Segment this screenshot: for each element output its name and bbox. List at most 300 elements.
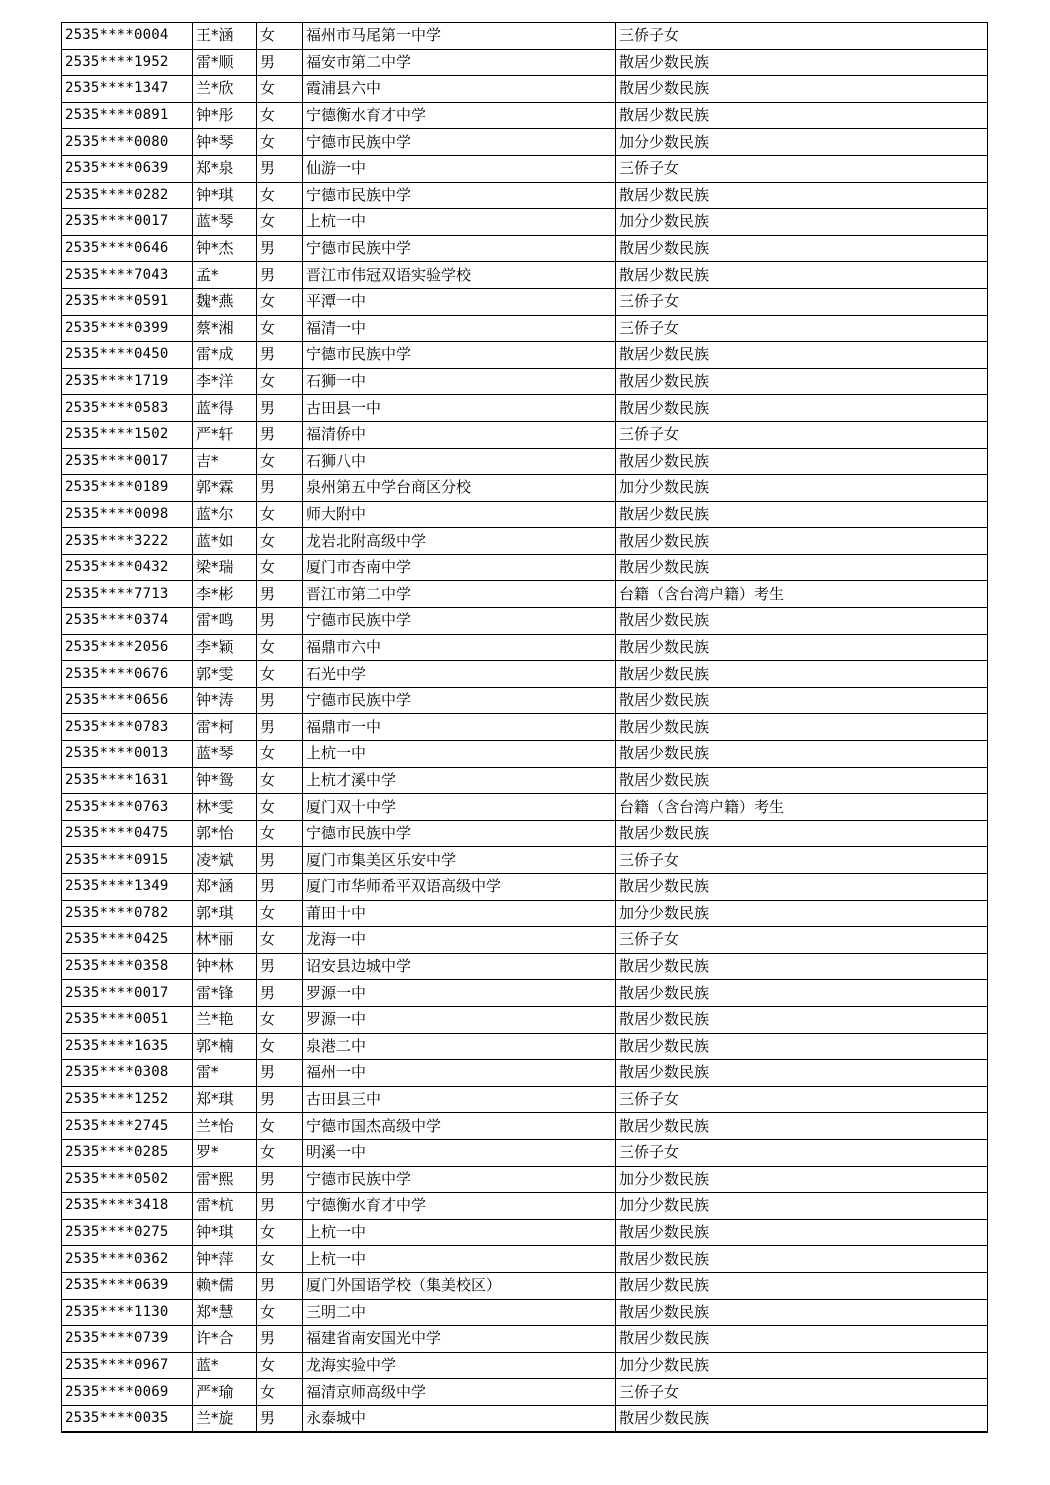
school-cell: 石狮八中 xyxy=(303,448,616,475)
candidate-name-cell: 郭*雯 xyxy=(193,661,257,688)
candidate-name-cell: 李*颖 xyxy=(193,634,257,661)
gender-cell: 男 xyxy=(257,342,303,369)
candidate-name-cell: 雷* xyxy=(193,1060,257,1087)
candidate-id-cell: 2535****2056 xyxy=(62,634,193,661)
candidate-id-cell: 2535****0282 xyxy=(62,182,193,209)
candidate-name-cell: 钟*琴 xyxy=(193,129,257,156)
gender-cell: 男 xyxy=(257,608,303,635)
table-row xyxy=(62,102,988,129)
gender-cell: 女 xyxy=(257,1006,303,1033)
candidate-name-cell: 蔡*湘 xyxy=(193,315,257,342)
candidate-name-cell: 兰*艳 xyxy=(193,1006,257,1033)
category-cell: 加分少数民族 xyxy=(616,1166,988,1193)
candidate-name-cell: 郑*涵 xyxy=(193,874,257,901)
candidate-id-cell: 2535****1631 xyxy=(62,767,193,794)
gender-cell: 女 xyxy=(257,288,303,315)
category-cell: 散居少数民族 xyxy=(616,1246,988,1273)
gender-cell: 女 xyxy=(257,1033,303,1060)
candidate-name-cell: 钟*彤 xyxy=(193,102,257,129)
gender-cell: 男 xyxy=(257,155,303,182)
category-cell: 散居少数民族 xyxy=(616,1326,988,1353)
table-row xyxy=(62,421,988,448)
category-cell: 加分少数民族 xyxy=(616,129,988,156)
category-cell: 散居少数民族 xyxy=(616,395,988,422)
school-cell: 平潭一中 xyxy=(303,288,616,315)
candidate-id-cell: 2535****0739 xyxy=(62,1326,193,1353)
candidate-name-cell: 雷*鸣 xyxy=(193,608,257,635)
school-cell: 宁德市民族中学 xyxy=(303,182,616,209)
table-row xyxy=(62,129,988,156)
table-row xyxy=(62,661,988,688)
candidate-name-cell: 梁*瑞 xyxy=(193,554,257,581)
category-cell: 散居少数民族 xyxy=(616,1219,988,1246)
category-cell: 散居少数民族 xyxy=(616,1272,988,1299)
school-cell: 宁德市国杰高级中学 xyxy=(303,1113,616,1140)
category-cell: 三侨子女 xyxy=(616,315,988,342)
candidate-name-cell: 兰*怡 xyxy=(193,1113,257,1140)
school-cell: 罗源一中 xyxy=(303,1006,616,1033)
school-cell: 永泰城中 xyxy=(303,1405,616,1432)
gender-cell: 男 xyxy=(257,980,303,1007)
table-row xyxy=(62,23,988,50)
school-cell: 宁德衡水育才中学 xyxy=(303,1193,616,1220)
school-cell: 上杭一中 xyxy=(303,741,616,768)
category-cell: 三侨子女 xyxy=(616,927,988,954)
category-cell: 散居少数民族 xyxy=(616,182,988,209)
category-cell: 散居少数民族 xyxy=(616,1405,988,1432)
candidate-id-cell: 2535****0676 xyxy=(62,661,193,688)
gender-cell: 男 xyxy=(257,1060,303,1087)
candidate-name-cell: 雷*柯 xyxy=(193,714,257,741)
school-cell: 宁德市民族中学 xyxy=(303,820,616,847)
school-cell: 福州市马尾第一中学 xyxy=(303,23,616,50)
gender-cell: 女 xyxy=(257,1379,303,1406)
candidate-name-cell: 雷*杭 xyxy=(193,1193,257,1220)
candidate-id-cell: 2535****0275 xyxy=(62,1219,193,1246)
table-row xyxy=(62,235,988,262)
table-row xyxy=(62,1166,988,1193)
candidate-id-cell: 2535****7043 xyxy=(62,262,193,289)
candidate-id-cell: 2535****0013 xyxy=(62,741,193,768)
gender-cell: 女 xyxy=(257,741,303,768)
table-row xyxy=(62,634,988,661)
gender-cell: 男 xyxy=(257,1405,303,1432)
candidate-id-cell: 2535****0069 xyxy=(62,1379,193,1406)
candidate-id-cell: 2535****0358 xyxy=(62,953,193,980)
school-cell: 宁德市民族中学 xyxy=(303,235,616,262)
gender-cell: 女 xyxy=(257,1219,303,1246)
gender-cell: 女 xyxy=(257,528,303,555)
gender-cell: 男 xyxy=(257,1272,303,1299)
gender-cell: 女 xyxy=(257,927,303,954)
table-row xyxy=(62,209,988,236)
table-row xyxy=(62,76,988,103)
candidate-id-cell: 2535****0080 xyxy=(62,129,193,156)
candidate-name-cell: 钟*琪 xyxy=(193,1219,257,1246)
table-row xyxy=(62,368,988,395)
gender-cell: 男 xyxy=(257,953,303,980)
gender-cell: 女 xyxy=(257,634,303,661)
category-cell: 三侨子女 xyxy=(616,1379,988,1406)
candidate-name-cell: 雷*顺 xyxy=(193,49,257,76)
candidate-name-cell: 凌*斌 xyxy=(193,847,257,874)
school-cell: 上杭才溪中学 xyxy=(303,767,616,794)
gender-cell: 女 xyxy=(257,209,303,236)
table-row xyxy=(62,1006,988,1033)
candidate-id-cell: 2535****1252 xyxy=(62,1086,193,1113)
table-row xyxy=(62,475,988,502)
table-row xyxy=(62,687,988,714)
school-cell: 福州一中 xyxy=(303,1060,616,1087)
category-cell: 散居少数民族 xyxy=(616,342,988,369)
school-cell: 福建省南安国光中学 xyxy=(303,1326,616,1353)
school-cell: 宁德市民族中学 xyxy=(303,129,616,156)
table-row xyxy=(62,342,988,369)
category-cell: 散居少数民族 xyxy=(616,1299,988,1326)
category-cell: 散居少数民族 xyxy=(616,1060,988,1087)
gender-cell: 女 xyxy=(257,1299,303,1326)
school-cell: 福鼎市六中 xyxy=(303,634,616,661)
table-row xyxy=(62,554,988,581)
candidate-id-cell: 2535****0425 xyxy=(62,927,193,954)
category-cell: 台籍（含台湾户籍）考生 xyxy=(616,794,988,821)
gender-cell: 女 xyxy=(257,900,303,927)
gender-cell: 女 xyxy=(257,129,303,156)
category-cell: 散居少数民族 xyxy=(616,634,988,661)
category-cell: 散居少数民族 xyxy=(616,49,988,76)
table-row xyxy=(62,741,988,768)
category-cell: 三侨子女 xyxy=(616,1139,988,1166)
candidate-name-cell: 蓝*琴 xyxy=(193,741,257,768)
candidate-id-cell: 2535****0035 xyxy=(62,1405,193,1432)
candidate-name-cell: 许*合 xyxy=(193,1326,257,1353)
table-row xyxy=(62,528,988,555)
candidate-id-cell: 2535****0646 xyxy=(62,235,193,262)
table-row xyxy=(62,315,988,342)
school-cell: 明溪一中 xyxy=(303,1139,616,1166)
school-cell: 上杭一中 xyxy=(303,1246,616,1273)
candidate-id-cell: 2535****0475 xyxy=(62,820,193,847)
category-cell: 台籍（含台湾户籍）考生 xyxy=(616,581,988,608)
candidate-id-cell: 2535****0656 xyxy=(62,687,193,714)
category-cell: 散居少数民族 xyxy=(616,501,988,528)
candidate-id-cell: 2535****1719 xyxy=(62,368,193,395)
candidate-id-cell: 2535****0639 xyxy=(62,1272,193,1299)
school-cell: 石狮一中 xyxy=(303,368,616,395)
category-cell: 散居少数民族 xyxy=(616,687,988,714)
school-cell: 宁德市民族中学 xyxy=(303,608,616,635)
candidate-name-cell: 林*雯 xyxy=(193,794,257,821)
candidate-name-cell: 兰*欣 xyxy=(193,76,257,103)
category-cell: 散居少数民族 xyxy=(616,874,988,901)
candidate-id-cell: 2535****0432 xyxy=(62,554,193,581)
gender-cell: 男 xyxy=(257,395,303,422)
school-cell: 龙岩北附高级中学 xyxy=(303,528,616,555)
gender-cell: 男 xyxy=(257,1326,303,1353)
gender-cell: 男 xyxy=(257,1166,303,1193)
school-cell: 石光中学 xyxy=(303,661,616,688)
school-cell: 福清侨中 xyxy=(303,421,616,448)
table-row xyxy=(62,608,988,635)
category-cell: 加分少数民族 xyxy=(616,475,988,502)
gender-cell: 女 xyxy=(257,820,303,847)
category-cell: 加分少数民族 xyxy=(616,1352,988,1379)
gender-cell: 男 xyxy=(257,235,303,262)
candidate-id-cell: 2535****0004 xyxy=(62,23,193,50)
candidate-id-cell: 2535****0017 xyxy=(62,448,193,475)
table-row xyxy=(62,1060,988,1087)
school-cell: 罗源一中 xyxy=(303,980,616,1007)
gender-cell: 男 xyxy=(257,1086,303,1113)
table-row xyxy=(62,1033,988,1060)
school-cell: 福清京师高级中学 xyxy=(303,1379,616,1406)
candidate-name-cell: 郭*霖 xyxy=(193,475,257,502)
category-cell: 散居少数民族 xyxy=(616,262,988,289)
gender-cell: 女 xyxy=(257,448,303,475)
school-cell: 厦门外国语学校（集美校区） xyxy=(303,1272,616,1299)
gender-cell: 男 xyxy=(257,49,303,76)
gender-cell: 女 xyxy=(257,102,303,129)
gender-cell: 女 xyxy=(257,1246,303,1273)
school-cell: 古田县三中 xyxy=(303,1086,616,1113)
candidate-name-cell: 郭*怡 xyxy=(193,820,257,847)
school-cell: 古田县一中 xyxy=(303,395,616,422)
candidate-name-cell: 蓝*琴 xyxy=(193,209,257,236)
candidate-name-cell: 雷*熙 xyxy=(193,1166,257,1193)
category-cell: 散居少数民族 xyxy=(616,953,988,980)
gender-cell: 男 xyxy=(257,262,303,289)
category-cell: 散居少数民族 xyxy=(616,448,988,475)
school-cell: 厦门双十中学 xyxy=(303,794,616,821)
category-cell: 散居少数民族 xyxy=(616,76,988,103)
school-cell: 泉州第五中学台商区分校 xyxy=(303,475,616,502)
candidate-id-cell: 2535****0362 xyxy=(62,1246,193,1273)
gender-cell: 男 xyxy=(257,847,303,874)
gender-cell: 女 xyxy=(257,76,303,103)
table-row xyxy=(62,953,988,980)
candidate-id-cell: 2535****3222 xyxy=(62,528,193,555)
category-cell: 散居少数民族 xyxy=(616,608,988,635)
gender-cell: 女 xyxy=(257,23,303,50)
candidate-id-cell: 2535****0285 xyxy=(62,1139,193,1166)
school-cell: 泉港二中 xyxy=(303,1033,616,1060)
candidate-id-cell: 2535****0374 xyxy=(62,608,193,635)
table-row xyxy=(62,1193,988,1220)
category-cell: 散居少数民族 xyxy=(616,1006,988,1033)
table-row xyxy=(62,874,988,901)
roster-body xyxy=(62,23,988,1433)
table-row xyxy=(62,395,988,422)
school-cell: 晋江市第二中学 xyxy=(303,581,616,608)
candidate-name-cell: 兰*旋 xyxy=(193,1405,257,1432)
table-row xyxy=(62,820,988,847)
school-cell: 厦门市集美区乐安中学 xyxy=(303,847,616,874)
table-row xyxy=(62,900,988,927)
candidate-name-cell: 林*丽 xyxy=(193,927,257,954)
candidate-id-cell: 2535****1349 xyxy=(62,874,193,901)
candidate-name-cell: 郑*泉 xyxy=(193,155,257,182)
category-cell: 散居少数民族 xyxy=(616,661,988,688)
candidate-name-cell: 魏*燕 xyxy=(193,288,257,315)
table-row xyxy=(62,927,988,954)
school-cell: 龙海实验中学 xyxy=(303,1352,616,1379)
candidate-name-cell: 蓝* xyxy=(193,1352,257,1379)
table-row xyxy=(62,49,988,76)
gender-cell: 女 xyxy=(257,1352,303,1379)
category-cell: 三侨子女 xyxy=(616,288,988,315)
table-row xyxy=(62,501,988,528)
candidate-name-cell: 蓝*尔 xyxy=(193,501,257,528)
candidate-name-cell: 郭*楠 xyxy=(193,1033,257,1060)
candidate-name-cell: 罗* xyxy=(193,1139,257,1166)
candidate-name-cell: 严*轩 xyxy=(193,421,257,448)
candidate-id-cell: 2535****1502 xyxy=(62,421,193,448)
school-cell: 厦门市华师希平双语高级中学 xyxy=(303,874,616,901)
candidate-name-cell: 郑*琪 xyxy=(193,1086,257,1113)
gender-cell: 男 xyxy=(257,581,303,608)
candidate-id-cell: 2535****0308 xyxy=(62,1060,193,1087)
category-cell: 加分少数民族 xyxy=(616,900,988,927)
table-row xyxy=(62,1352,988,1379)
category-cell: 加分少数民族 xyxy=(616,1193,988,1220)
candidate-id-cell: 2535****0450 xyxy=(62,342,193,369)
table-row xyxy=(62,581,988,608)
table-row xyxy=(62,155,988,182)
table-row xyxy=(62,714,988,741)
candidate-name-cell: 钟*萍 xyxy=(193,1246,257,1273)
category-cell: 散居少数民族 xyxy=(616,554,988,581)
table-row xyxy=(62,1139,988,1166)
gender-cell: 女 xyxy=(257,315,303,342)
table-row xyxy=(62,262,988,289)
roster-table xyxy=(61,22,988,1433)
candidate-id-cell: 2535****1635 xyxy=(62,1033,193,1060)
candidate-name-cell: 王*涵 xyxy=(193,23,257,50)
table-row xyxy=(62,1246,988,1273)
gender-cell: 男 xyxy=(257,874,303,901)
candidate-name-cell: 钟*林 xyxy=(193,953,257,980)
candidate-id-cell: 2535****0967 xyxy=(62,1352,193,1379)
school-cell: 莆田十中 xyxy=(303,900,616,927)
gender-cell: 女 xyxy=(257,661,303,688)
table-row xyxy=(62,1405,988,1432)
candidate-id-cell: 2535****0502 xyxy=(62,1166,193,1193)
category-cell: 散居少数民族 xyxy=(616,102,988,129)
gender-cell: 女 xyxy=(257,794,303,821)
gender-cell: 男 xyxy=(257,714,303,741)
gender-cell: 男 xyxy=(257,687,303,714)
gender-cell: 女 xyxy=(257,501,303,528)
candidate-id-cell: 2535****3418 xyxy=(62,1193,193,1220)
candidate-name-cell: 蓝*得 xyxy=(193,395,257,422)
category-cell: 散居少数民族 xyxy=(616,235,988,262)
table-row xyxy=(62,1219,988,1246)
candidate-name-cell: 雷*成 xyxy=(193,342,257,369)
candidate-id-cell: 2535****0591 xyxy=(62,288,193,315)
category-cell: 散居少数民族 xyxy=(616,1033,988,1060)
table-row xyxy=(62,847,988,874)
candidate-id-cell: 2535****0783 xyxy=(62,714,193,741)
gender-cell: 女 xyxy=(257,1139,303,1166)
candidate-id-cell: 2535****0915 xyxy=(62,847,193,874)
candidate-id-cell: 2535****0189 xyxy=(62,475,193,502)
table-row xyxy=(62,182,988,209)
category-cell: 三侨子女 xyxy=(616,847,988,874)
category-cell: 三侨子女 xyxy=(616,1086,988,1113)
candidate-name-cell: 钟*琪 xyxy=(193,182,257,209)
table-row xyxy=(62,1113,988,1140)
school-cell: 福鼎市一中 xyxy=(303,714,616,741)
school-cell: 三明二中 xyxy=(303,1299,616,1326)
category-cell: 散居少数民族 xyxy=(616,714,988,741)
candidate-name-cell: 吉* xyxy=(193,448,257,475)
school-cell: 福清一中 xyxy=(303,315,616,342)
candidate-id-cell: 2535****7713 xyxy=(62,581,193,608)
category-cell: 散居少数民族 xyxy=(616,767,988,794)
category-cell: 散居少数民族 xyxy=(616,528,988,555)
table-row xyxy=(62,1326,988,1353)
candidate-name-cell: 郑*慧 xyxy=(193,1299,257,1326)
candidate-id-cell: 2535****0098 xyxy=(62,501,193,528)
candidate-id-cell: 2535****1952 xyxy=(62,49,193,76)
school-cell: 龙海一中 xyxy=(303,927,616,954)
candidate-name-cell: 赖*儒 xyxy=(193,1272,257,1299)
candidate-name-cell: 钟*鸳 xyxy=(193,767,257,794)
candidate-name-cell: 钟*杰 xyxy=(193,235,257,262)
candidate-id-cell: 2535****0399 xyxy=(62,315,193,342)
candidate-id-cell: 2535****1130 xyxy=(62,1299,193,1326)
category-cell: 三侨子女 xyxy=(616,23,988,50)
candidate-id-cell: 2535****0583 xyxy=(62,395,193,422)
school-cell: 宁德衡水育才中学 xyxy=(303,102,616,129)
category-cell: 三侨子女 xyxy=(616,155,988,182)
gender-cell: 男 xyxy=(257,421,303,448)
category-cell: 散居少数民族 xyxy=(616,741,988,768)
candidate-id-cell: 2535****0782 xyxy=(62,900,193,927)
school-cell: 厦门市杏南中学 xyxy=(303,554,616,581)
table-row xyxy=(62,1086,988,1113)
candidate-name-cell: 李*彬 xyxy=(193,581,257,608)
category-cell: 散居少数民族 xyxy=(616,368,988,395)
school-cell: 上杭一中 xyxy=(303,209,616,236)
table-row xyxy=(62,980,988,1007)
gender-cell: 男 xyxy=(257,1193,303,1220)
school-cell: 晋江市伟冠双语实验学校 xyxy=(303,262,616,289)
candidate-id-cell: 2535****0639 xyxy=(62,155,193,182)
candidate-name-cell: 李*洋 xyxy=(193,368,257,395)
table-row xyxy=(62,288,988,315)
school-cell: 宁德市民族中学 xyxy=(303,687,616,714)
gender-cell: 男 xyxy=(257,475,303,502)
school-cell: 上杭一中 xyxy=(303,1219,616,1246)
table-row xyxy=(62,767,988,794)
candidate-name-cell: 郭*琪 xyxy=(193,900,257,927)
candidate-name-cell: 孟* xyxy=(193,262,257,289)
candidate-name-cell: 钟*涛 xyxy=(193,687,257,714)
school-cell: 师大附中 xyxy=(303,501,616,528)
category-cell: 散居少数民族 xyxy=(616,820,988,847)
category-cell: 散居少数民族 xyxy=(616,1113,988,1140)
gender-cell: 女 xyxy=(257,1113,303,1140)
school-cell: 福安市第二中学 xyxy=(303,49,616,76)
school-cell: 宁德市民族中学 xyxy=(303,342,616,369)
school-cell: 宁德市民族中学 xyxy=(303,1166,616,1193)
table-row xyxy=(62,1299,988,1326)
candidate-id-cell: 2535****1347 xyxy=(62,76,193,103)
table-row xyxy=(62,448,988,475)
school-cell: 霞浦县六中 xyxy=(303,76,616,103)
school-cell: 仙游一中 xyxy=(303,155,616,182)
